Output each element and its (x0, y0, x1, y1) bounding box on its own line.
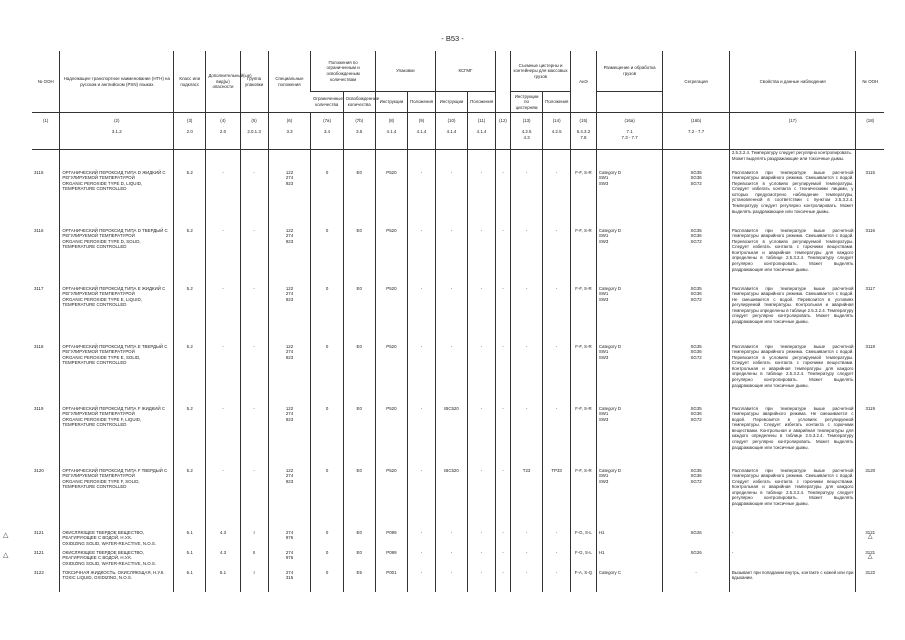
proper-shipping-name (60, 228, 174, 286)
segregation: SG35 SG36 SG72 (663, 228, 730, 286)
excepted-quantity: E0 (343, 468, 375, 530)
empty-cell (543, 150, 571, 170)
packing-instruction: P520 (375, 170, 407, 228)
header-tank-group: Съемные цистерны и контейнеры для массовых грузов (511, 51, 571, 92)
header-special-provisions: Специальные положения (268, 51, 311, 113)
column-reference (856, 129, 884, 150)
special-provisions: 122 274 923 (268, 344, 311, 406)
stowage: Category D SW1 SW3 (596, 344, 663, 406)
un-number-right: 3115 (856, 170, 884, 228)
segregation: SG35 SG36 SG72 (663, 286, 730, 344)
un-number-right: 3116 (856, 228, 884, 286)
header-un-no-right: № ООН (856, 51, 884, 113)
header-packaging-group: Упаковки (375, 51, 435, 92)
column-reference: 2.0.1.3 (240, 129, 268, 150)
un-number: 3122 (34, 569, 44, 575)
column-number: (3) (174, 113, 206, 130)
tank-provision: TP33 (543, 468, 571, 530)
special-provisions: 274 976 (268, 550, 311, 570)
empty-column: - (495, 170, 510, 228)
empty-cell (571, 150, 597, 170)
column-number: (16b) (663, 113, 730, 130)
header-ibc-group: КСГМГ (435, 51, 495, 92)
segregation: SG35 SG36 SG72 (663, 344, 730, 406)
tank-provision: - (543, 344, 571, 406)
column-reference: 4.1.4 (408, 129, 436, 150)
tank-instruction: T23 (511, 468, 543, 530)
ibc-provision: - (468, 228, 496, 286)
column-number: (16a) (596, 113, 663, 130)
name-english: ORGANIC PEROXIDE TYPE F, SOLID, TEMPERATURE CONTROLLED (62, 478, 140, 490)
column-reference: 4.1.4 (468, 129, 496, 150)
ibc-instruction: - (435, 550, 467, 570)
excepted-quantity: E0 (343, 550, 375, 570)
ibc-provision: - (468, 406, 496, 468)
column-number: (8) (375, 113, 407, 130)
header-pack-instr: Инструкции (375, 92, 407, 113)
dangerous-goods-table (32, 51, 884, 592)
packing-instruction: P520 (375, 228, 407, 286)
empty-cell (174, 150, 206, 170)
empty-column: - (495, 286, 510, 344)
column-number: (2) (60, 113, 174, 130)
ibc-provision: - (468, 170, 496, 228)
un-number: 3118 (34, 343, 44, 349)
packing-instruction: P099 (375, 530, 407, 550)
class: 5.2 (174, 228, 206, 286)
column-number: (7b) (343, 113, 375, 130)
column-number: (5) (240, 113, 268, 130)
name-russian: ОРГАНИЧЕСКИЙ ПЕРОКСИД ТИПА D ЖИДКИЙ С РЕГУЛИРУЕМОЙ ТЕМПЕРАТУРОЙ (62, 169, 166, 181)
packing-instruction: P001 (375, 570, 407, 592)
name-english: OXIDIZING SOLID, WATER-REACTIVE, N.O.S. (62, 560, 157, 566)
packing-instruction: P520 (375, 286, 407, 344)
packing-group: - (240, 228, 268, 286)
proper-shipping-name (60, 344, 174, 406)
packing-instruction: P520 (375, 406, 407, 468)
tank-provision: - (543, 228, 571, 286)
header-limited-group: Положения по ограниченным и освобожденным количествам (311, 51, 375, 92)
header-ems: АиЭ (571, 51, 597, 113)
class: 5.1 (174, 550, 206, 570)
un-number: 3117 (34, 285, 44, 291)
ems: F-F, S-R (571, 406, 597, 468)
stowage: H1 (596, 530, 663, 550)
special-provisions: 274 976 (268, 530, 311, 550)
special-provisions: 122 274 923 (268, 170, 311, 228)
column-number: (7a) (311, 113, 343, 130)
header-limited: Ограниченные количества (311, 92, 343, 113)
subsidiary-risk: - (206, 228, 240, 286)
name-english: ORGANIC PEROXIDE TYPE F, LIQUID, TEMPERATURE CONTROLLED (62, 416, 142, 428)
ibc-provision: - (468, 550, 496, 570)
header-properties: Свойства и данные наблюдения (729, 51, 856, 113)
header-col12 (495, 51, 510, 113)
tank-provision: - (543, 550, 571, 570)
table-row (32, 468, 884, 530)
properties: - (729, 530, 856, 550)
ibc-instruction: - (435, 228, 467, 286)
header-name: Надлежащее транспортное наименование (НТН) на русском и английском (PSN) языках (60, 51, 174, 113)
empty-cell (596, 150, 663, 170)
excepted-quantity: E5 (343, 570, 375, 592)
packing-instruction: P520 (375, 468, 407, 530)
ibc-provision: - (468, 286, 496, 344)
tank-instruction: - (511, 286, 543, 344)
ems: F-F, S-R (571, 286, 597, 344)
tank-provision: - (543, 170, 571, 228)
name-russian: ОРГАНИЧЕСКИЙ ПЕРОКСИД ТИПА D ТВЕРДЫЙ С РЕГУЛИРУЕМОЙ ТЕМПЕРАТУРОЙ (62, 227, 168, 239)
table-row (32, 228, 884, 286)
header-excepted: Освобожденные количества (343, 92, 375, 113)
proper-shipping-name (60, 530, 174, 550)
amendment-triangle-icon: △ (867, 554, 873, 561)
segregation: SG26 (663, 530, 730, 550)
name-russian: ОРГАНИЧЕСКИЙ ПЕРОКСИД ТИПА E ЖИДКИЙ С РЕГУЛИРУЕМОЙ ТЕМПЕРАТУРОЙ (62, 285, 166, 297)
table-row (32, 406, 884, 468)
excepted-quantity: E0 (343, 170, 375, 228)
class: 5.2 (174, 170, 206, 228)
table-row (32, 344, 884, 406)
properties: Вызывает при попадании внутрь, контакте с кожей или при вдыхании. (729, 570, 856, 592)
limited-quantity: 0 (311, 550, 343, 570)
proper-shipping-name (60, 170, 174, 228)
un-number-right: 3121 △ (856, 530, 884, 550)
empty-column: - (495, 468, 510, 530)
subsidiary-risk: - (206, 406, 240, 468)
empty-cell (343, 150, 375, 170)
column-number: (6) (268, 113, 311, 130)
packing-provision: - (408, 344, 436, 406)
packing-group: I (240, 570, 268, 592)
segregation: SG35 SG36 SG72 (663, 170, 730, 228)
un-number: 3119 (34, 405, 44, 411)
name-russian: ОКИСЛЯЮЩЕЕ ТВЕРДОЕ ВЕЩЕСТВО, РЕАГИРУЮЩЕЕ С ВОДОЙ, Н.У.К. (62, 529, 144, 541)
ibc-provision: - (468, 570, 496, 592)
packing-provision: - (408, 550, 436, 570)
ems: F-G, S-L (571, 530, 597, 550)
column-reference (729, 129, 856, 150)
name-russian: ОРГАНИЧЕСКИЙ ПЕРОКСИД ТИПА F ЖИДКИЙ С РЕГУЛИРУЕМОЙ ТЕМПЕРАТУРОЙ (62, 405, 166, 417)
ibc-instruction: IBC520 (435, 468, 467, 530)
proper-shipping-name (60, 468, 174, 530)
empty-cell (495, 150, 510, 170)
empty-cell (435, 150, 467, 170)
column-reference (32, 129, 60, 150)
empty-cell (311, 150, 343, 170)
segregation: SG35 SG36 SG72 (663, 468, 730, 530)
special-provisions: 122 274 923 (268, 406, 311, 468)
proper-shipping-name (60, 570, 174, 592)
packing-instruction: P520 (375, 344, 407, 406)
tank-provision: - (543, 286, 571, 344)
packing-instruction: P099 (375, 550, 407, 570)
amendment-triangle-icon: △ (3, 531, 9, 539)
header-un-no: № ООН (32, 51, 60, 113)
packing-group: II (240, 550, 268, 570)
segregation: - (663, 570, 730, 592)
empty-column: - (495, 228, 510, 286)
empty-column: - (495, 406, 510, 468)
ibc-provision: - (468, 468, 496, 530)
subsidiary-risk: 5.1 (206, 570, 240, 592)
table-row (32, 170, 884, 228)
subsidiary-risk: 4.3 (206, 550, 240, 570)
stowage: Category D SW1 SW3 (596, 170, 663, 228)
packing-provision: - (408, 170, 436, 228)
amendment-triangle-icon: △ (3, 551, 9, 559)
column-number: (13) (511, 113, 543, 130)
column-number: (11) (468, 113, 496, 130)
column-reference (495, 129, 510, 150)
header-class: Класс или подкласс (174, 51, 206, 113)
column-reference: 2.0 (174, 129, 206, 150)
ibc-instruction: - (435, 344, 467, 406)
packing-group: - (240, 286, 268, 344)
special-provisions: 122 274 923 (268, 286, 311, 344)
name-russian: ОРГАНИЧЕСКИЙ ПЕРОКСИД ТИПА E ТВЕРДЫЙ С РЕГУЛИРУЕМОЙ ТЕМПЕРАТУРОЙ (62, 343, 168, 355)
ems: F-F, S-R (571, 228, 597, 286)
column-number: (12) (495, 113, 510, 130)
packing-provision: - (408, 570, 436, 592)
header-tank-instr: Инструкции по цистерням (511, 92, 543, 113)
packing-provision: - (408, 228, 436, 286)
tank-instruction: - (511, 406, 543, 468)
table-row (32, 530, 884, 550)
empty-column: - (495, 344, 510, 406)
limited-quantity: 0 (311, 228, 343, 286)
packing-provision: - (408, 286, 436, 344)
un-number-right: 3119 (856, 406, 884, 468)
empty-cell (206, 150, 240, 170)
packing-provision: - (408, 468, 436, 530)
column-reference: 3.4 (311, 129, 343, 150)
table-row (32, 286, 884, 344)
header-tank-prov: Положения (543, 92, 571, 113)
tank-instruction: - (511, 530, 543, 550)
special-provisions: 122 274 923 (268, 468, 311, 530)
limited-quantity: 0 (311, 468, 343, 530)
excepted-quantity: E0 (343, 228, 375, 286)
ems: F-G, S-L (571, 550, 597, 570)
header-subrisk: Дополнительный(ые) вид(ы) опасности (206, 51, 240, 113)
ibc-instruction: IBC520 (435, 406, 467, 468)
column-number: (9) (408, 113, 436, 130)
class: 5.2 (174, 468, 206, 530)
name-english: TOXIC LIQUID, OXIDIZING, N.O.S. (62, 575, 133, 581)
stowage: Category D SW1 SW3 (596, 286, 663, 344)
column-reference: 4.1.4 (375, 129, 407, 150)
header-pack-prov: Положения (408, 92, 436, 113)
special-provisions: 122 274 923 (268, 228, 311, 286)
ems: F-A, S-Q (571, 570, 597, 592)
subsidiary-risk: - (206, 344, 240, 406)
empty-column: - (495, 530, 510, 550)
stowage: Category D SW1 SW3 (596, 228, 663, 286)
column-number: (14) (543, 113, 571, 130)
ibc-instruction: - (435, 170, 467, 228)
header-ibc-prov: Положения (468, 92, 496, 113)
empty-cell (468, 150, 496, 170)
excepted-quantity: E0 (343, 530, 375, 550)
header-packing-group: Группа упаковки (240, 51, 268, 113)
ibc-provision: - (468, 344, 496, 406)
packing-group: I (240, 530, 268, 550)
header-ibc-instr: Инструкции (435, 92, 467, 113)
empty-cell (856, 150, 884, 170)
stowage: Category D SW1 SW3 (596, 406, 663, 468)
column-reference: 3.3 (268, 129, 311, 150)
packing-group: - (240, 170, 268, 228)
tank-instruction: - (511, 170, 543, 228)
un-number: 3116 (34, 227, 44, 233)
class: 5.1 (174, 530, 206, 550)
empty-cell (511, 150, 543, 170)
name-english: ORGANIC PEROXIDE TYPE E, LIQUID, TEMPERATURE CONTROLLED (62, 296, 142, 308)
column-reference: 3.1.2 (60, 129, 174, 150)
special-provisions: 274 315 (268, 570, 311, 592)
class: 5.2 (174, 406, 206, 468)
column-number: (1) (43, 118, 49, 124)
stowage: Category D SW1 SW3 (596, 468, 663, 530)
un-number: 3121 (34, 549, 44, 555)
packing-group: - (240, 468, 268, 530)
tank-instruction: - (511, 550, 543, 570)
empty-cell (663, 150, 730, 170)
ibc-provision: - (468, 530, 496, 550)
column-number: (4) (206, 113, 240, 130)
subsidiary-risk: - (206, 468, 240, 530)
limited-quantity: 0 (311, 344, 343, 406)
continued-note: 2.5.3.2.4. Температуру следует регулярно контролировать. Может выделять раздражающие или токсичные дымы. (729, 150, 856, 170)
name-english: ORGANIC PEROXIDE TYPE D, SOLID, TEMPERATURE CONTROLLED (62, 238, 141, 250)
column-reference: 7.2 - 7.7 (663, 129, 730, 150)
column-reference: 3.5 (343, 129, 375, 150)
empty-column: - (495, 550, 510, 570)
un-number-right: 3117 (856, 286, 884, 344)
column-number: (18) (856, 113, 884, 130)
empty-cell (240, 150, 268, 170)
name-russian: ТОКСИЧНАЯ ЖИДКОСТЬ, ОКИСЛЯЮЩАЯ, Н.У.К. (62, 569, 165, 575)
properties: Расплавится при температуре выше расчетной температуры аварийного режима. Смешивается с водой. Перевозится в условиях регулируемой температуры. Следует избегать контакта с горючими веществами. Контрольная и аварийная температуры для каждого определены в таблице 2.5.3.2.4. Температуру следует регулярно контролировать. Может выделять раздражающие или токсичные дымы. (729, 228, 856, 286)
column-reference: 4.1.4 (435, 129, 467, 150)
tank-instruction: - (511, 570, 543, 592)
properties: Расплавится при температуре выше расчетной температуры аварийного режима. Смешивается с водой. Перевозится в условиях регулируемой температуры. Следует избегать контакта с горючими веществами. Контрольная и аварийная температуры для каждого определены в таблице 2.5.3.2.4. Температуру следует регулярно контролировать. Может выделять раздражающие или токсичные дымы. (729, 344, 856, 406)
empty-cell (375, 150, 407, 170)
column-reference: 4.2.5 (543, 129, 571, 150)
properties: - (729, 550, 856, 570)
name-russian: ОРГАНИЧЕСКИЙ ПЕРОКСИД ТИПА F ТВЕРДЫЙ С РЕГУЛИРУЕМОЙ ТЕМПЕРАТУРОЙ (62, 467, 168, 479)
packing-provision: - (408, 530, 436, 550)
empty-cell (60, 150, 174, 170)
tank-provision: - (543, 406, 571, 468)
un-number-right: 3121 △ (856, 550, 884, 570)
empty-cell (408, 150, 436, 170)
excepted-quantity: E0 (343, 344, 375, 406)
column-number: (15) (571, 113, 597, 130)
column-reference: 2.0 (206, 129, 240, 150)
empty-cell (32, 150, 60, 170)
header-stowage: Размещение и обработка грузов (596, 51, 663, 92)
column-number: (10) (435, 113, 467, 130)
tank-provision: - (543, 570, 571, 592)
limited-quantity: 0 (311, 286, 343, 344)
tank-instruction: - (511, 344, 543, 406)
stowage: H1 (596, 550, 663, 570)
page-number: - B53 - (441, 34, 464, 43)
ems: F-F, S-R (571, 468, 597, 530)
un-number-right: 3118 (856, 344, 884, 406)
un-number: 3120 (34, 467, 44, 473)
column-number: (17) (729, 113, 856, 130)
proper-shipping-name (60, 406, 174, 468)
column-reference: 5.4.3.2 7.8 (571, 129, 597, 150)
name-english: OXIDIZING SOLID, WATER-REACTIVE, N.O.S. (62, 540, 157, 546)
excepted-quantity: E0 (343, 406, 375, 468)
subsidiary-risk: - (206, 286, 240, 344)
packing-group: - (240, 406, 268, 468)
name-english: ORGANIC PEROXIDE TYPE E, SOLID, TEMPERATURE CONTROLLED (62, 354, 141, 366)
table-row (32, 570, 884, 592)
properties: Расплавится при температуре выше расчетной температуры аварийного режима. Не смешивается с водой. Перевозится в условиях регулируемой температуры. Следует избегать контакта с горючими веществами. Контрольная и аварийная температуры для каждого определены в таблице 2.5.3.2.4. Температуру следует регулярно контролировать. Может выделять раздражающие или токсичные дымы. (729, 406, 856, 468)
limited-quantity: 0 (311, 170, 343, 228)
proper-shipping-name (60, 286, 174, 344)
stowage: Category C (596, 570, 663, 592)
empty-cell (268, 150, 311, 170)
packing-provision: - (408, 406, 436, 468)
tank-provision: - (543, 530, 571, 550)
properties: Расплавится при температуре выше расчетной температуры аварийного режима. Смешивается с водой. Не смешивается с водой. Перевозится в условиях регулируемой температуры. Контрольная и аварийная температуры определены в таблице 2.5.3.2.4. Температуру следует регулярно контролировать. Может выделять раздражающие или токсичные дымы. (729, 286, 856, 344)
properties: Расплавится при температуре выше расчетной температуры аварийного режима. Смешивается с водой. Следует избегать контакта с горючими веществами. Контрольная и аварийная температуры для каждого определены в таблице 2.5.3.2.4. Температуру следует регулярно контролировать. Может выделять раздражающие или токсичные дымы. (729, 468, 856, 530)
column-reference: 4.2.5 4.3 (511, 129, 543, 150)
ibc-instruction: - (435, 530, 467, 550)
proper-shipping-name (60, 550, 174, 570)
class: 5.2 (174, 344, 206, 406)
empty-column: - (495, 570, 510, 592)
limited-quantity: 0 (311, 406, 343, 468)
properties: Расплавится при температуре выше расчетной температуры аварийного режима. Смешивается с водой. Перевозится в условиях регулируемой температуры. Следует избегать контакта с техническими лицами, у которых предусмотрено наблюдение температуры, установленной в соответствии с пунктом 2.5.3.2.4. Температуру следует регулярно контролировать. Может выделять раздражающие или токсичные дымы. (729, 170, 856, 228)
un-number-right: 3120 (856, 468, 884, 530)
class: 5.2 (174, 286, 206, 344)
un-number: 3115 (34, 169, 44, 175)
ibc-instruction: - (435, 286, 467, 344)
ibc-instruction: - (435, 570, 467, 592)
limited-quantity: 0 (311, 530, 343, 550)
header-stowage-sub (596, 92, 663, 113)
un-number: 3121 (34, 529, 44, 535)
amendment-triangle-icon: △ (867, 534, 873, 541)
column-reference: 7.1 7.3 - 7.7 (596, 129, 663, 150)
packing-group: - (240, 344, 268, 406)
name-russian: ОКИСЛЯЮЩЕЕ ТВЕРДОЕ ВЕЩЕСТВО, РЕАГИРУЮЩЕЕ С ВОДОЙ, Н.У.К. (62, 549, 144, 561)
ems: F-F, S-R (571, 170, 597, 228)
header-segregation: Сегрегация (663, 51, 730, 113)
name-english: ORGANIC PEROXIDE TYPE D, LIQUID, TEMPERATURE CONTROLLED (62, 180, 143, 192)
tank-instruction: - (511, 228, 543, 286)
excepted-quantity: E0 (343, 286, 375, 344)
limited-quantity: 0 (311, 570, 343, 592)
segregation: SG26 (663, 550, 730, 570)
ems: F-F, S-R (571, 344, 597, 406)
subsidiary-risk: - (206, 170, 240, 228)
table-row (32, 550, 884, 570)
class: 6.1 (174, 570, 206, 592)
subsidiary-risk: 4.3 (206, 530, 240, 550)
un-number-right: 3122 (856, 570, 884, 592)
segregation: SG35 SG36 SG72 (663, 406, 730, 468)
